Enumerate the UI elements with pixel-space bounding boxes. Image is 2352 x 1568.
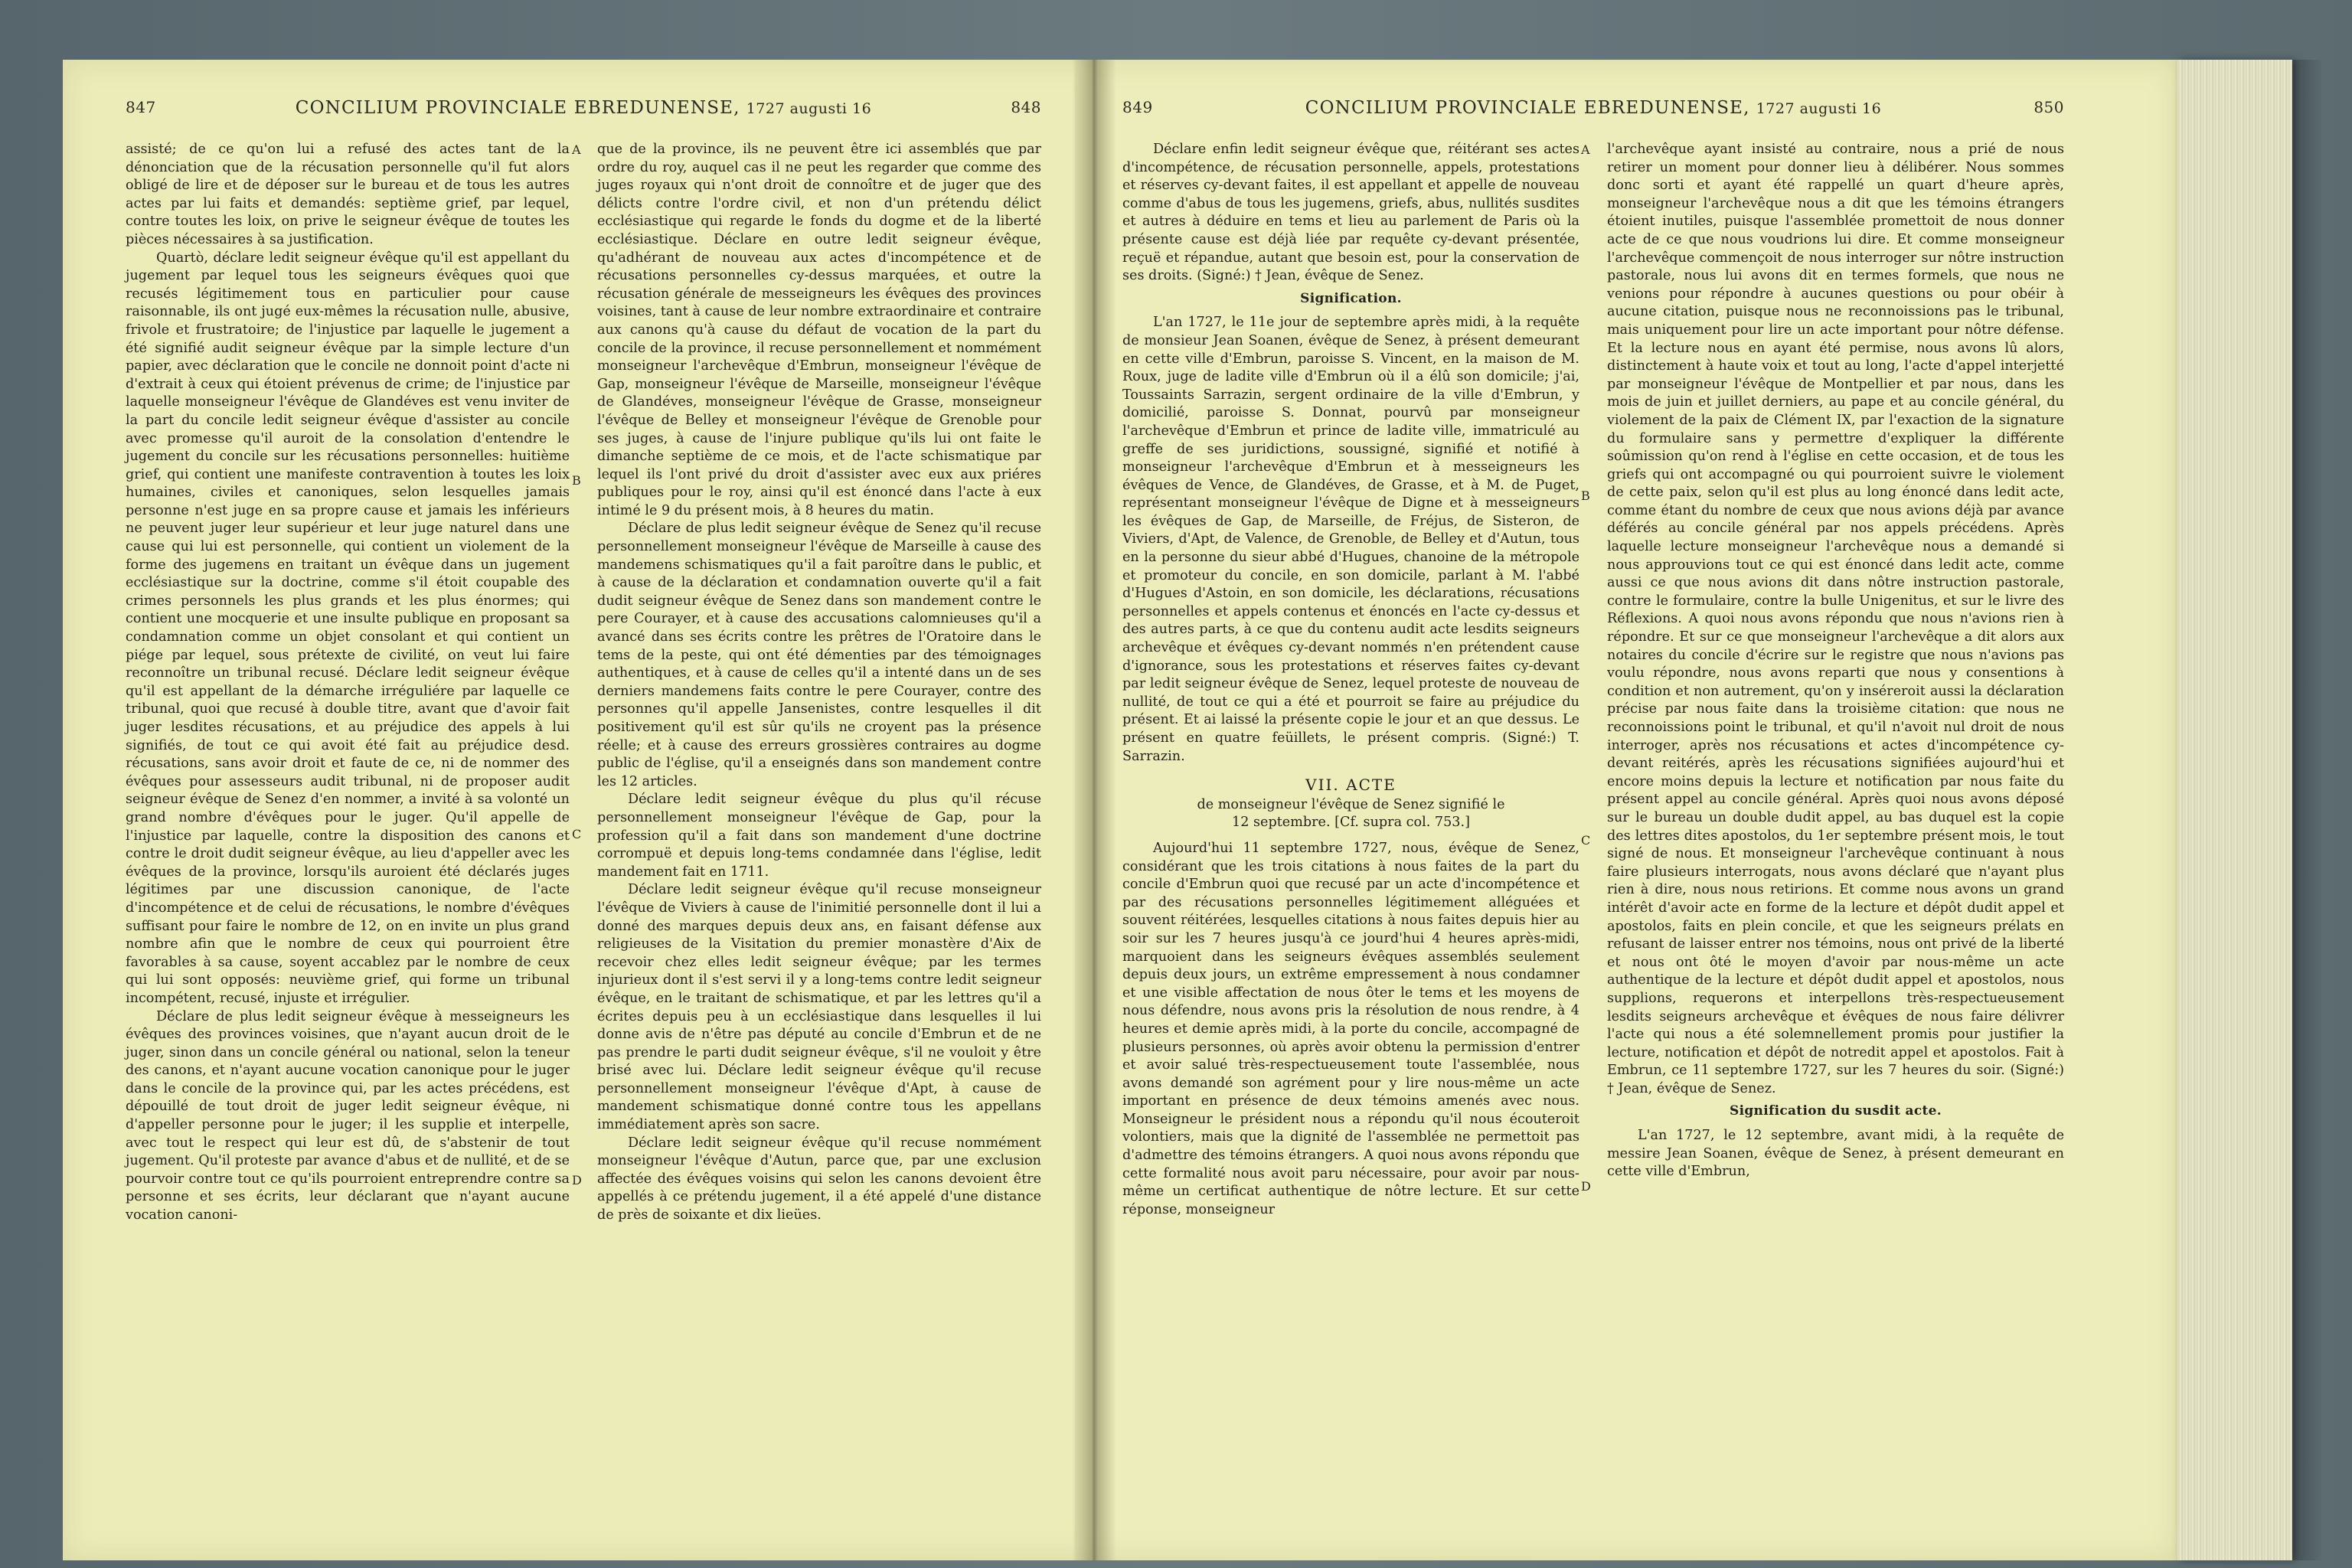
left-page-title — [126, 98, 1041, 118]
right-page-number: 849 — [1122, 98, 1153, 116]
left-columns — [126, 141, 1041, 1534]
paragraph: Aujourd'hui 11 septembre 1727, nous, évêque de Senez, considérant que les trois citations à nous faites de la part du concile d'Embrun quoi que recusé par un acte d'incompétence et par des récusations personnelles légitimement alléguées et souvent réitérées, lesquelles citations à nous faites depuis hier au soir sur les 7 heures jusqu'à ce jourd'hui 4 heures après-midi, marquoient dans les seigneurs évêques assemblés seulement depuis deux jours, un extrême empressement à nous condamner et une visible affectation de nous ôter le tems et les moyens de nous défendre, nous avons pris la résolution de nous rendre, à 4 heures et demie après midi, à la porte du concile, accompagné de plusieurs personnes, où après avoir obtenu la permission d'entrer et avoir salué très-respectueusement toute l'assemblée, nous avons demandé son agrément pour y lire nous-même un acte important en présence de deux témoins amenés avec nous. Monseigneur le président nous a répondu qu'il nous écouteroit volontiers, mais que la dignité de l'assemblée ne permettoit pas d'admettre des témoins étrangers. A quoi nous avons répondu que cette formalité nous avoit paru nécessaire, pour avoir par nous-même un certificat authentique de nôtre lecture. Et sur cette réponse, monseigneur — [1122, 840, 1579, 1217]
act-subtitle-line-2: 12 septembre. [Cf. supra col. 753.] — [1232, 815, 1470, 831]
paragraph: l'archevêque ayant insisté au contraire, nous a prié de nous retirer un moment pour donner lieu à délibérer. Nous sommes donc sorti et ayant été rappellé un quart d'heure après, monseigneur l'archevêque nous a dit que les témoins étrangers étoient inutiles, puisque l'assemblée promettoit de nous donner acte de ce que nous voudrions lui dire. Et comme monseigneur l'archevêque commençoit de nous interroger sur nôtre instruction pastorale, nous lui avons dit en termes formels, que nous ne venions pour répondre à aucunes questions ou pour obéir à aucune citation, puisque nous ne reconnoissions pas le tribunal, mais uniquement pour lire un acte important pour nôtre défense. Et la lecture nous en ayant été permise, nous avons lû alors, distinctement à haute voix et tout au long, l'acte d'appel interjetté par monseigneur l'évêque de Montpellier et par nous, dans les mois de juin et juillet derniers, au pape et au concile général, du violement de la paix de Clément IX, par l'exaction de la signature du formulaire sans y permettre d'expliquer la différente soûmission qu'on rend à l'église en cette occasion, et de tous les griefs qui ont accompagné ou qui pourroient suivre le violement de cette paix, selon qu'il est plus au long énoncé dans ledit acte, comme étant du nombre de ceux que nous avions déjà par avance déférés au concile général par nos appels précédens. Après laquelle lecture monseigneur l'archevêque nous a demandé si nous approuvions tout ce qui est énoncé dans ledit acte, comme aussi ce que nous avions dit dans nôtre instruction pastorale, contre le formulaire, contre la bulle Unigenitus, et sur le livre des Réflexions. A quoi nous avons répondu que nous n'avions rien à répondre. Et sur ce que monseigneur l'archevêque a dit alors aux notaires du concile d'écrire sur le registre que nous n'avions pas voulu répondre, nous avons reparti que nous y consentions à condition et non autrement, qu'on y inséreroit aussi la déclaration précise par nous faite dans la troisième citation: que nous ne reconnoissions point le tribunal, et qu'il n'avoit nul droit de nous interroger, après nos récusations et actes d'incompétence cy-devant reitérés, après les récusations signifiées aujourd'hui et encore moins depuis la lecture et notification par nous faite du présent appel au concile général. Après quoi nous avons déposé sur le bureau un double dudit appel, au bas duquel est la copie des lettres dites apostolos, du 1er septembre présent mois, le tout signé de nous. Et monseigneur l'archevêque continuant à nous faire plusieurs interrogats, nous avons déclaré que n'ayant plus rien à dire, nous nous retirions. Et comme nous avons un grand intérêt d'avoir acte en forme de la lecture et dépôt dudit appel et apostolos, faits en plein concile, et que les seigneurs prélats en refusant de laisser entrer nos témoins, nous ont privé de la liberté et nous ont ôté le moyen d'avoir par nous-même un acte authentique de la lecture et dépôt dudit appel et apostolos, nous supplions, requerons et interpellons très-respectueusement lesdits seigneurs archevêque et évêques de nous faire délivrer l'acte qui nous a été solemnellement promis pour justifier la lecture, notification et dépôt de notredit appel et apostolos. Fait à Embrun, ce 11 septembre 1727, sur les 7 heures du soir. (Signé:) † Jean, évêque de Senez. — [1607, 142, 2064, 1096]
right-title-text: CONCILIUM PROVINCIALE EBREDUNENSE, — [1305, 98, 1750, 118]
right-page-number-2: 850 — [2034, 98, 2064, 116]
left-title-text: CONCILIUM PROVINCIALE EBREDUNENSE, — [295, 98, 740, 118]
edge-shadow — [2292, 60, 2323, 1560]
paragraph: que de la province, ils ne peuvent être ici assemblés que par ordre du roy, auquel cas il ne peut les regarder que comme des juges royaux qui n'ont droit de connoître et de juger que des délicts contre l'ordre civil, et non d'un prétendu délict ecclésiastique qui regarde le fonds du dogme et de la liberté ecclésiastique. Déclare en outre ledit seigneur évêque, qu'adhérant de nouveau aux actes d'incompétence et de récusations personnelles cy-dessus marquées, et outre la récusation générale de messeigneurs les évêques des provinces voisines, tant à cause de leur nombre extraordinaire et contraire aux canons qu'à cause du défaut de vocation de la part du concile de la province, il recuse personnellement et nommément monseigneur l'archevêque d'Embrun, monseigneur l'évêque de Gap, monseigneur l'évêque de Marseille, monseigneur l'évêque de Glandéves, monseigneur l'évêque de Grasse, monseigneur l'évêque de Belley et monseigneur l'évêque de Grenoble pour ses juges, à cause de l'injure publique qu'ils lui ont faite le dimanche septième de ce mois, et de l'acte schismatique par lequel ils l'ont privé du droit d'assister avec eux aux priéres publiques pour le roy, ainsi qu'il est énoncé dans l'acte à eux intimé le 9 du présent mois, à 8 heures du matin. — [597, 142, 1041, 518]
left-running-head — [126, 98, 1041, 129]
book-gutter — [1072, 60, 1116, 1560]
paragraph: Déclare de plus ledit seigneur évêque à messeigneurs les évêques des provinces voisines, que n'ayant aucun droit de le juger, sinon dans un concile général ou national, selon la teneur des canons, et n'ayant aucune vocation canonique pour le juger dans le concile de la province qui, par les actes précédens, est dépouillé de tout droit de juger ledit seigneur évêque, ni d'appeller personne pour le juger; il les supplie et interpelle, avec tout le respect qui leur est dû, de s'abstenir de tout jugement. Qu'il proteste par avance d'abus et de nullité, et de se pourvoir contre tout ce qu'ils pourroient entreprendre contre sa personne et ses écrits, leur déclarant que n'ayant aucune vocation canoni- — [126, 1008, 570, 1223]
left-page-number: 847 — [126, 98, 156, 116]
margin-letter-b: B — [1581, 488, 1590, 503]
paragraph: L'an 1727, le 12 septembre, avant midi, à la requête de messire Jean Soanen, évêque de Senez, à présent demeurant en cette ville d'Embrun, — [1607, 1128, 2064, 1180]
right-page-title — [1122, 98, 2064, 118]
paragraph: assisté; de ce qu'on lui a refusé des actes tant de la dénonciation que de la récusation personnelle qu'il fut alors obligé de lire et de déposer sur le bureau et de tous les autres actes par lui faits et demandés: septième grief, par lequel, contre toutes les loix, on prive le seigneur évêque de toutes les pièces nécessaires à sa justification. — [126, 142, 570, 247]
paragraph: Déclare ledit seigneur évêque qu'il recuse monseigneur l'évêque de Viviers à cause de l'inimitié personnelle dont il lui a donné des marques depuis deux ans, en faisant défense aux religieuses de la Visitation du premier monastère d'Aix de recevoir chez elles ledit seigneur évêque; par les termes injurieux dont il s'est servi il y a long-tems contre ledit seigneur évêque, en le traitant de schismatique, et par les lettres qu'il a écrites depuis peu à un ecclésiastique dans lesquelles il lui donne avis de n'être pas député au concile d'Embrun et de ne pas prendre le parti dudit seigneur évêque, s'il ne vouloit y être brisé avec lui. Déclare ledit seigneur évêque qu'il recuse personnellement monseigneur l'évêque d'Apt, à cause de mandement schismatique donné contre tous les appellans immédiatement après son sacre. — [597, 882, 1041, 1133]
margin-letter-a: A — [1581, 142, 1590, 157]
right-title-date: 1727 augusti 16 — [1756, 100, 1882, 117]
paragraph: Déclare ledit seigneur évêque qu'il recuse nommément monseigneur l'évêque d'Autun, parce que, par une exclusion affectée des évêques voisins qui selon les canons devoient être appellés à ce prétendu jugement, il a été appelé d'une distance de près de soixante et dix lieües. — [597, 1135, 1041, 1223]
page-edges — [2177, 60, 2292, 1560]
right-columns — [1122, 141, 2064, 1534]
paragraph: Déclare enfin ledit seigneur évêque que, réitérant ses actes d'incompétence, de récusation personnelle, appels, protestations et réserves cy-devant faites, il est appellant et appelle de nouveau comme d'abus de tous les jugemens, griefs, abus, nullités susdites et autres à déduire en tems et lieu au parlement de Paris où la présente cause est déjà liée par requête cy-devant présentée, reçuë et répandue, autant que besoin est, pour la conservation de ses droits. (Signé:) † Jean, évêque de Senez. — [1122, 142, 1579, 284]
right-page — [1075, 60, 2177, 1560]
margin-letter-c: C — [1581, 833, 1591, 848]
right-column-1 — [1122, 141, 1579, 1534]
paragraph: L'an 1727, le 11e jour de septembre après midi, à la requête de monsieur Jean Soanen, évêque de Senez, à présent demeurant en cette ville d'Embrun, paroisse S. Vincent, en la maison de M. Roux, juge de ladite ville d'Embrun où il a élû son domicile; j'ai, Toussaints Sarrazin, sergent ordinaire de la ville d'Embrun, y domicilié, paroisse S. Donnat, pourvû par monseigneur l'archevêque d'Embrun et prince de ladite ville, immatriculé au greffe de ses juridictions, soussigné, signifié et notifié à monseigneur l'archevêque d'Embrun et à messeigneurs les évêques de Vence, de Glandéves, de Grasse, et à M. de Puget, représentant monseigneur l'évêque de Digne et à messeigneurs les évêques de Gap, de Marseille, de Fréjus, de Sisteron, de Viviers, d'Apt, de Valence, de Grenoble, de Belley et d'Autun, tous en la personne du sieur abbé d'Hugues, chanoine de la métropole et promoteur du concile, en son domicile, parlant à M. l'abbé d'Hugues d'Astoin, en son domicile, les déclarations, récusations personnelles et appels contenus et énoncés en l'acte cy-dessus et des autres parts, à ce que du contenu audit acte lesdits seigneurs archevêque et évêques cy-devant nommés n'en prétendent cause d'ignorance, sous les protestations et réserves faites cy-devant par ledit seigneur évêque de Senez, lequel proteste de nouveau de nullité, de tout ce qui a été et pourroit se faire au préjudice du présent. Et ai laissé la présente copie le jour et an que dessus. Le présent en quatre feüillets, le présent compris. (Signé:) T. Sarrazin. — [1122, 315, 1579, 764]
left-column-2 — [597, 141, 1041, 1534]
left-title-date: 1727 augusti 16 — [746, 100, 872, 117]
act-subtitle — [1122, 796, 1579, 832]
margin-letter-d: D — [572, 1173, 582, 1187]
paragraph: Quartò, déclare ledit seigneur évêque qu'il est appellant du jugement par lequel tous les seigneurs évêques quoi que recusés légitimement tous en particulier pour cause raisonnable, ils ont jugé eux-mêmes la récusation nulle, abusive, frivole et frustratoire; de l'injustice par laquelle le jugement a été signifié audit seigneur évêque par la simple lecture d'un papier, avec déclaration que le concile ne donnoit point d'acte ni d'extrait à ceux qui étoient prévenus de crime; de l'injustice par laquelle monseigneur l'évêque de Glandéves est venu inviter de la part du concile ledit seigneur évêque d'assister au concile avec promesse qu'il auroit de la consolation d'entendre le jugement du concile sur les récusations personnelles: huitième grief, qui contient une manifeste contravention à toutes les loix humaines, civiles et canoniques, selon lesquelles jamais personne n'est juge en sa propre cause et jamais les inférieurs ne peuvent juger leur supérieur et leur juge naturel dans une cause qui lui est personnelle, qui contient un violement de la forme des jugemens en traitant un évêque dans un jugement ecclésiastique sur la doctrine, comme s'il étoit coupable des crimes personnels les plus grands et les plus énormes; qui contient une mocquerie et une insulte publique en proposant sa condamnation comme un objet consolant et qui contient un piége par lequel, sous prétexte de civilité, on veut lui faire reconnoître un tribunal recusé. Déclare ledit seigneur évêque qu'il est appellant de la démarche irréguliére par laquelle ce tribunal, quoi que recusé à double titre, avant que d'avoir fait juger lesdites récusations, et au préjudice des appels à lui signifiés, de tout ce qui avoit été fait au préjudice desd. récusations, sans avoir droit et faute de ce, ni de nommer des évêques pour assesseurs audit tribunal, ni de proposer audit seigneur évêque de Senez d'en nommer, a invité à sa volonté un grand nombre d'évêques pour le juger. Qu'il appelle de l'injustice par laquelle, contre la disposition des canons et contre le droit dudit seigneur évêque, au lieu d'appeller avec les évêques de la province, lorsqu'ils auroient été déclarés juges légitimes par une discussion canonique, de l'acte d'incompétence et de celui de récusations, le nombre d'évêques suffisant pour faire le nombre de 12, on en invite un plus grand nombre afin que le nombre de ceux qui pourroient être favorables à sa cause, soyent accablez par le nombre de ceux qui lui sont opposés: neuvième grief, qui forme un tribunal incompétent, recusé, injuste et irrégulier. — [126, 250, 570, 1006]
left-column-1 — [126, 141, 570, 1534]
margin-letter-a: A — [572, 142, 581, 157]
paragraph: Déclare ledit seigneur évêque du plus qu'il récuse personnellement monseigneur l'évêque de Gap, pour la profession qu'il a fait dans son mandement d'une doctrine corrompuë et depuis long-tems condamnée dans l'église, ledit mandement fait en 1711. — [597, 792, 1041, 880]
right-column-2 — [1607, 141, 2064, 1534]
act-title: VII. ACTE — [1305, 776, 1396, 795]
left-page — [63, 60, 1107, 1560]
left-page-number-2: 848 — [1011, 98, 1041, 116]
margin-letter-c: C — [572, 827, 582, 841]
margin-letter-b: B — [572, 473, 581, 488]
right-running-head — [1122, 98, 2064, 129]
paragraph: Déclare de plus ledit seigneur évêque de Senez qu'il recuse personnellement monseigneur l'évêque de Marseille à cause des mandemens schismatiques qu'il a fait paroître dans le public, et à cause de la déclaration et condamnation ouverte qu'il a fait dudit seigneur évêque de Senez dans son mandement contre le pere Courayer, et à cause des accusations calomnieuses qu'il a avancé dans ses écrits contre les prêtres de l'Oratoire dans le tems de la peste, qui ont été démenties par des témoignages authentiques, et à cause de celles qu'il a intenté dans un de ses derniers mandemens faits contre le pere Courayer, contre des personnes qu'il appelle Jansenistes, contre lesquelles il dit positivement qu'il est sûr qu'ils ne croyent pas la présence réelle; et à cause des erreurs grossières contraires au dogme public de l'église, qu'il a enseignés dans son mandement contre les 12 articles. — [597, 521, 1041, 789]
act-subtitle-line-1: de monseigneur l'évêque de Senez signifié le — [1197, 796, 1505, 812]
margin-letter-d: D — [1581, 1179, 1591, 1194]
section-heading: Signification du susdit acte. — [1730, 1103, 1942, 1119]
section-heading: Signification. — [1300, 290, 1402, 306]
